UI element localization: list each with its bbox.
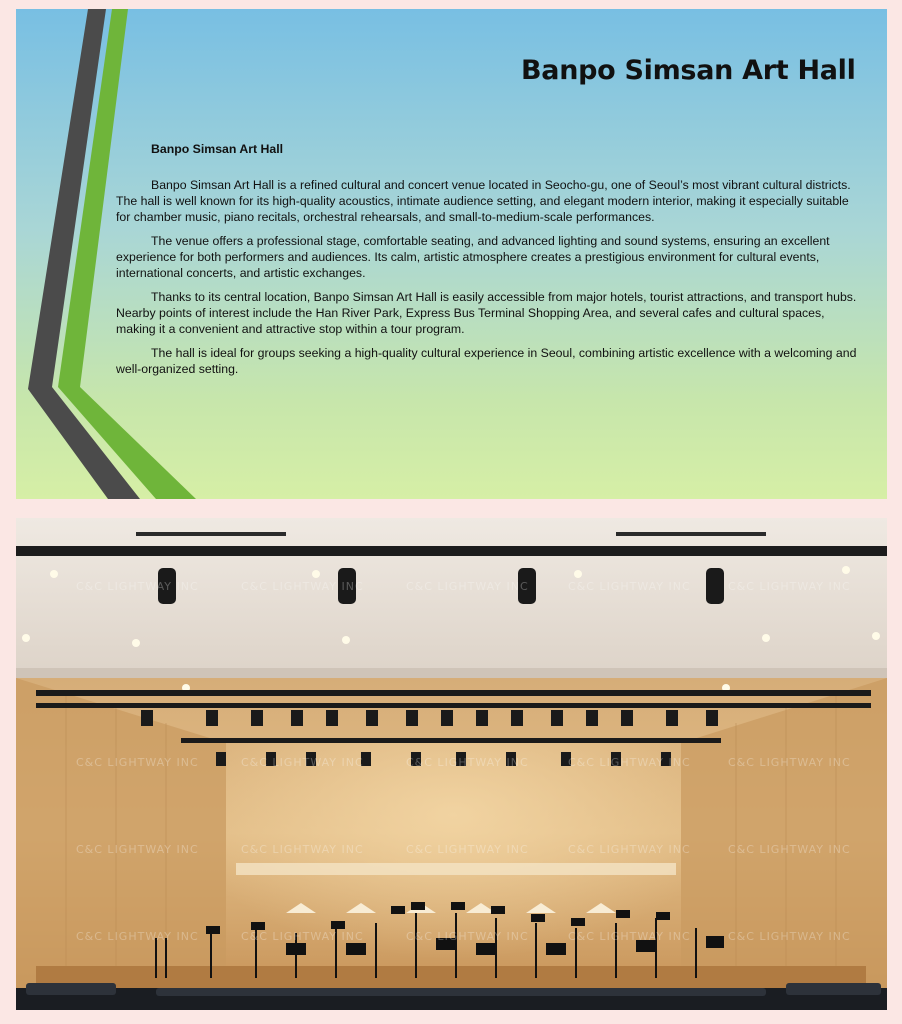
- watermark: C&C LIGHTWAY INC: [728, 580, 851, 593]
- watermark: C&C LIGHTWAY INC: [76, 756, 199, 769]
- paragraph-4: The hall is ideal for groups seeking a high-quality cultural experience in Seoul, combining artistic excellence with a welcoming and well-organized setting.: [116, 346, 857, 376]
- slide-panel: [16, 9, 887, 499]
- watermark: C&C LIGHTWAY INC: [241, 843, 364, 856]
- watermark: C&C LIGHTWAY INC: [241, 580, 364, 593]
- watermark: C&C LIGHTWAY INC: [568, 756, 691, 769]
- paragraph-1: Banpo Simsan Art Hall is a refined cultural and concert venue located in Seocho-gu, one of Seoul’s most vibrant cultural districts. The hall is well known for its high-quality acoustics, intimate audience setting, and elegant modern interior, making it especially suitable for chamber music, piano recitals, orchestral rehearsals, and small-to-medium-scale performances.: [116, 178, 851, 224]
- watermark: C&C LIGHTWAY INC: [568, 580, 691, 593]
- watermark: C&C LIGHTWAY INC: [406, 930, 529, 943]
- paragraph-3: Thanks to its central location, Banpo Simsan Art Hall is easily accessible from major hotels, tourist attractions, and transport hubs. Nearby points of interest include the Han River Park, Express Bus Terminal Shopping Area, and several cafes and cultural spaces, making it a convenient and attractive stop within a tour program.: [116, 290, 857, 336]
- ceiling: [16, 518, 887, 678]
- watermark: C&C LIGHTWAY INC: [76, 930, 199, 943]
- watermark: C&C LIGHTWAY INC: [406, 756, 529, 769]
- watermark: C&C LIGHTWAY INC: [568, 843, 691, 856]
- watermark: C&C LIGHTWAY INC: [406, 580, 529, 593]
- watermark: C&C LIGHTWAY INC: [241, 930, 364, 943]
- watermark: C&C LIGHTWAY INC: [728, 756, 851, 769]
- watermark: C&C LIGHTWAY INC: [76, 580, 199, 593]
- watermark: C&C LIGHTWAY INC: [728, 930, 851, 943]
- concert-hall-photo: [16, 518, 887, 1010]
- watermark: C&C LIGHTWAY INC: [568, 930, 691, 943]
- watermark: C&C LIGHTWAY INC: [241, 756, 364, 769]
- watermark: C&C LIGHTWAY INC: [76, 843, 199, 856]
- watermark: C&C LIGHTWAY INC: [728, 843, 851, 856]
- section-heading: Banpo Simsan Art Hall: [151, 142, 284, 156]
- slide-title: Banpo Simsan Art Hall: [521, 55, 856, 86]
- watermark: C&C LIGHTWAY INC: [406, 843, 529, 856]
- stage-floor: [36, 966, 866, 988]
- paragraph-2: The venue offers a professional stage, comfortable seating, and advanced lighting and sound systems, ensuring an excellent experience for both performers and audiences. Its calm, artistic atmosphere creates a prestigious environment for cultural events, international concerts, and artistic exchanges.: [116, 234, 830, 280]
- slide-body: [116, 141, 862, 385]
